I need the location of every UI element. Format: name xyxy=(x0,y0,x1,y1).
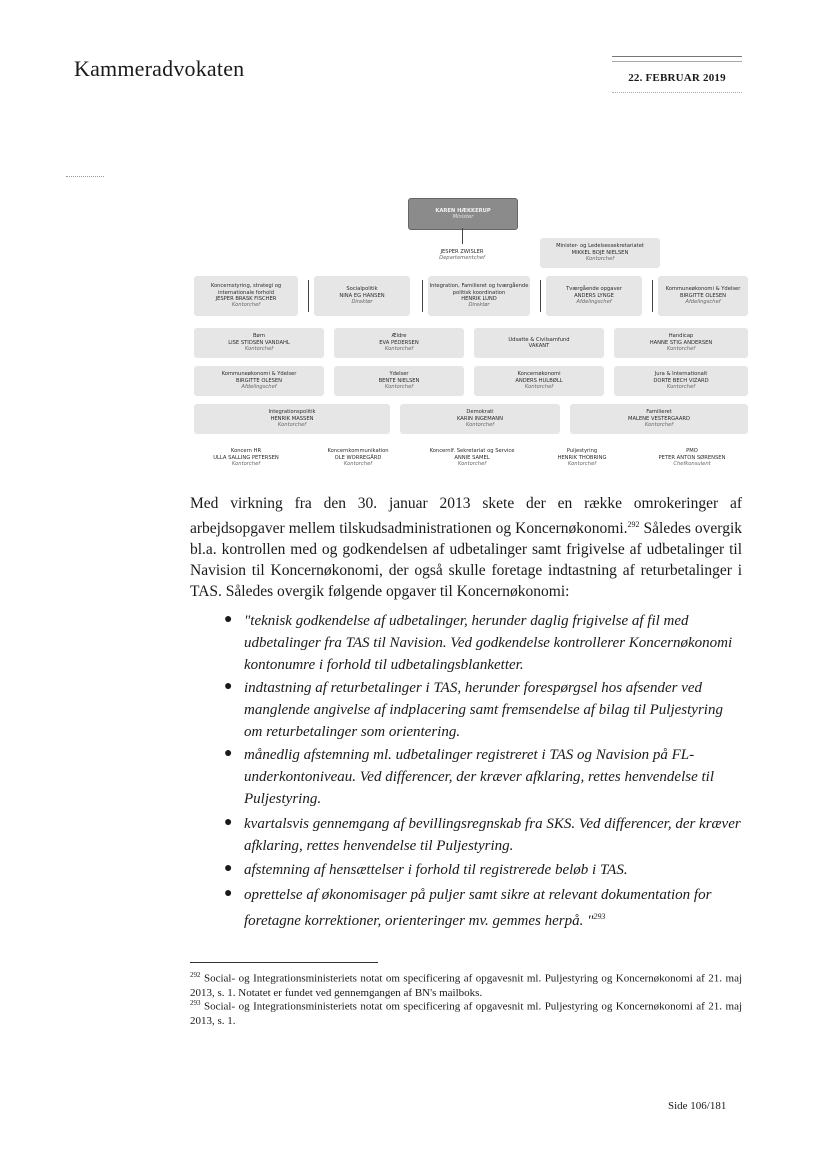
org-office xyxy=(570,404,748,434)
org-division-name: JESPER BRASK FISCHER xyxy=(215,296,277,302)
org-office-name: VAKANT xyxy=(528,343,550,349)
org-division-name: ANDERS LYNGE xyxy=(574,292,614,299)
footnote-ref: 293 xyxy=(593,912,606,921)
bullet-item: "teknisk godkendelse af udbetalinger, herunder daglig frigivelse af fil med udbetalinger fra TAS til Navision. Ved godkendelse kontrollerer Koncernøkonomi kontonumre i forhold til udbetalingsblanketter. xyxy=(244,613,733,673)
org-office xyxy=(474,328,604,358)
org-office-title: Udsatte & Civilsamfund xyxy=(508,336,570,343)
org-minister-secretariat xyxy=(540,238,660,268)
org-secretariat-title: Minister- og Ledelsessekretariatet xyxy=(556,243,644,250)
org-divider xyxy=(308,280,309,312)
footnote-number: 292 xyxy=(190,971,201,979)
org-division-title: Tværgående opgaver xyxy=(566,286,622,293)
org-office xyxy=(400,404,560,434)
org-minister-title: KAREN HÆKKERUP xyxy=(435,207,491,214)
org-office xyxy=(614,366,748,396)
org-unit-name: ULLA SALLING PETERSEN xyxy=(213,454,279,461)
org-office-title: Ydelser xyxy=(389,371,409,378)
paragraph-text-1: Med virkning fra den 30. januar 2013 skete der en række omrokeringer af arbejdsopgaver mellem tilskudsadministrationen og Koncernøkonomi. xyxy=(190,495,742,538)
org-office-role: Kontorchef xyxy=(644,422,674,429)
org-office xyxy=(194,366,324,396)
org-office-name: EVA PEDERSEN xyxy=(379,339,419,346)
org-office-title: Koncernøkonomi xyxy=(517,371,561,378)
org-office-role: Kontorchef xyxy=(524,384,554,391)
footnote-number: 293 xyxy=(190,999,201,1007)
bullet-icon: ● xyxy=(224,746,233,761)
org-office-name: KARIN INGEMANN xyxy=(456,415,504,422)
org-division xyxy=(546,276,642,316)
org-office-title: Jura & Internationalt xyxy=(654,371,708,378)
bullet-text: oprettelse af økonomisager på puljer samt sikre at relevant dokumentation for foretagne korrektioner, orienteringer mv. gemmes herpå. " xyxy=(244,887,712,929)
org-office-role: Kontorchef xyxy=(666,384,696,391)
org-division xyxy=(658,276,748,316)
org-unit-role: Kontorchef xyxy=(343,461,373,468)
org-unit xyxy=(304,444,412,472)
date-rule xyxy=(612,56,742,62)
org-office-role: Kontorchef xyxy=(384,384,414,391)
org-division xyxy=(428,276,530,316)
org-office-role: Kontorchef xyxy=(277,422,307,429)
org-office-title: Demokrati xyxy=(466,409,494,416)
org-office-name: MALENE VESTERGAARD xyxy=(627,415,691,422)
paragraph-text-2: Således overgik bl.a. kontrollen med og godkendelsen af udbetalinger samt frigivelse af udbetalinger til Navision til Koncernøkonomi, der også skulle foretage indtastning af returbetalinger i TAS. Således overgik følgende opgaver til Koncernøkonomi: xyxy=(190,520,742,601)
org-division-name: NINA EG HANSEN xyxy=(339,292,385,299)
org-office-role: Kontorchef xyxy=(465,422,495,429)
org-office xyxy=(194,328,324,358)
bullet-icon: ● xyxy=(224,612,233,627)
footnote xyxy=(190,968,742,1000)
org-secretariat-role: Kontorchef xyxy=(585,256,615,263)
org-office-title: Familieret xyxy=(646,409,672,416)
org-office-name: DORTE BECH VIZARD xyxy=(653,377,709,384)
bullet-item xyxy=(244,884,742,932)
org-unit-title: PMO xyxy=(686,448,698,455)
bullet-icon: ● xyxy=(224,815,233,830)
org-office xyxy=(194,404,390,434)
org-division-title: Koncernstyring, strategi og internationale forhold xyxy=(210,283,282,296)
org-unit-name: PETER ANTON SØRENSEN xyxy=(658,454,726,461)
body-paragraph xyxy=(190,493,742,602)
footnote xyxy=(190,996,742,1028)
org-office-role: Kontorchef xyxy=(244,346,274,353)
org-division-title: Integration, Familieret og tværgående politisk koordination xyxy=(429,283,529,296)
org-division xyxy=(194,276,298,316)
date-block xyxy=(612,52,742,94)
org-office-name: BENTE NIELSEN xyxy=(378,377,420,384)
org-unit-role: Chefkonsulent xyxy=(673,461,711,468)
org-unit-name: HENRIK THOBRING xyxy=(557,454,607,461)
org-division-title: Socialpolitik xyxy=(346,286,378,293)
org-secretariat-name: MIKKEL BOJE NIELSEN xyxy=(571,249,629,256)
org-office-title: Integrationspolitik xyxy=(268,409,316,416)
date-dotted-line xyxy=(612,92,742,93)
org-office-role: Kontorchef xyxy=(384,346,414,353)
org-office-name: LISE STIDSEN VANDAHL xyxy=(228,339,290,346)
org-office-title: Børn xyxy=(252,333,266,340)
org-chart xyxy=(190,192,750,472)
org-office xyxy=(334,366,464,396)
org-unit xyxy=(194,444,298,472)
org-office xyxy=(614,328,748,358)
org-division-name: HENRIK LUND xyxy=(461,296,497,302)
org-division-name: BIRGITTE OLESEN xyxy=(679,292,727,299)
org-office-title: Ældre xyxy=(391,333,407,340)
bullet-item: kvartalsvis gennemgang af bevillingsregnskab fra SKS. Ved differencer, der kræver afklaring, rettes henvendelse til Puljestyring. xyxy=(244,816,741,854)
org-divider xyxy=(652,280,653,312)
org-dept-head xyxy=(416,242,508,268)
org-office-name: BIRGITTE OLESEN xyxy=(235,377,283,384)
footnote-text: Social- og Integrationsministeriets notat om specificering af opgavesnit ml. Puljestyring og Koncernøkonomi af 21. maj 2013, s. 1. Notatet er fundet ved gennemgangen af BN's mailboks. xyxy=(190,972,743,999)
bullet-icon: ● xyxy=(224,886,233,901)
org-unit xyxy=(416,444,528,472)
bullet-icon: ● xyxy=(224,679,233,694)
bullet-item: månedlig afstemning ml. udbetalinger registreret i TAS og Navision på FL-underkontoniveau. Ved differencer, der kræver afklaring, rettes henvendelse til Puljestyring. xyxy=(244,747,715,807)
org-office-name: HENRIK MASSEN xyxy=(270,415,314,422)
org-unit-title: Puljestyring xyxy=(566,448,598,455)
bullet-item: indtastning af returbetalinger i TAS, herunder forespørgsel hos afsender ved manglende angivelse af indplacering samt fremsendelse af bilag til Puljestyring om returbetalinger som orientering. xyxy=(244,680,723,740)
org-divider xyxy=(540,280,541,312)
footnote-ref: 292 xyxy=(627,520,640,529)
org-unit-role: Kontorchef xyxy=(457,461,487,468)
org-unit-role: Kontorchef xyxy=(231,461,261,468)
brand-name: Kammeradvokaten xyxy=(74,56,245,81)
org-unit-title: Koncernkommunikation xyxy=(327,448,389,455)
org-unit-name: ANNIE SAMEL xyxy=(454,454,490,461)
org-dept-head-name: JESPER ZWISLER xyxy=(440,248,484,255)
org-division-title: Kommuneøkonomi & Ydelser xyxy=(665,286,741,293)
document-date: 22. FEBRUAR 2019 xyxy=(628,72,726,84)
org-divider xyxy=(422,280,423,312)
org-unit xyxy=(636,444,748,472)
footnote-rule xyxy=(190,962,378,963)
org-division-role: Direktør xyxy=(351,299,373,306)
org-division-role: Afdelingschef xyxy=(576,299,612,306)
org-division xyxy=(314,276,410,316)
page-number: Side 106/181 xyxy=(668,1100,727,1112)
org-unit-title: Koncernlf. Sekretariat og Service xyxy=(429,448,515,455)
org-office-role: Kontorchef xyxy=(666,346,696,353)
org-office-title: Handicap xyxy=(668,333,694,340)
org-minister xyxy=(408,198,518,230)
org-division-role: Direktør xyxy=(468,302,490,309)
org-office-title: Kommuneøkonomi & Ydelser xyxy=(221,371,297,378)
org-office-name: HANNE STIG ANDERSEN xyxy=(649,339,713,346)
org-office xyxy=(474,366,604,396)
org-office-role: Afdelingschef xyxy=(241,384,277,391)
org-minister-role: Minister xyxy=(452,214,474,220)
org-dept-head-role: Departementchef xyxy=(439,255,485,261)
org-division-role: Afdelingschef xyxy=(685,299,721,306)
org-division-role: Kontorchef xyxy=(231,302,261,309)
footnote-text: Social- og Integrationsministeriets notat om specificering af opgavesnit ml. Puljestyring og Koncernøkonomi af 21. maj 2013, s. 1. xyxy=(190,1000,743,1027)
margin-dotted-line xyxy=(66,176,104,177)
org-office xyxy=(334,328,464,358)
org-unit-role: Kontorchef xyxy=(567,461,597,468)
org-unit-title: Koncern HR xyxy=(230,448,262,455)
org-office-name: ANDERS HULBØLL xyxy=(515,377,563,384)
org-unit-name: OLE WORREGÅRD xyxy=(334,454,382,461)
org-unit xyxy=(532,444,632,472)
bullet-item: afstemning af hensættelser i forhold til registrerede beløb i TAS. xyxy=(244,862,628,878)
bullet-icon: ● xyxy=(224,861,233,876)
